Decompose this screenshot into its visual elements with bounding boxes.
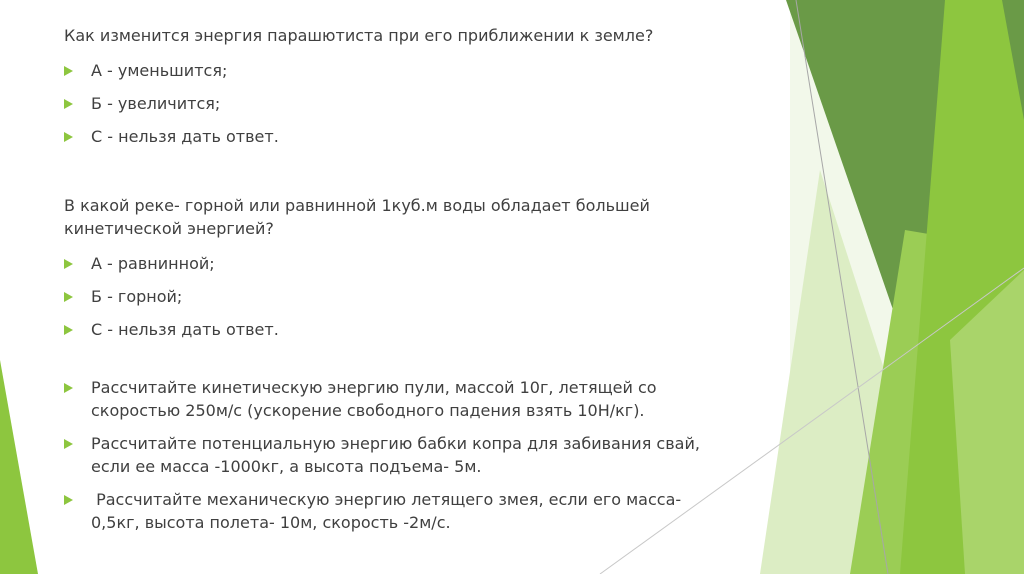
- bullet-icon: [64, 495, 73, 505]
- q1-option-b: Б - увеличится;: [91, 94, 221, 113]
- q1-option-a: А - уменьшится;: [91, 61, 228, 80]
- bullet-icon: [64, 132, 73, 142]
- question-2-line-1: В какой реке- горной или равнинной 1куб.м воды обладает большей: [64, 196, 650, 215]
- bullet-icon: [64, 439, 73, 449]
- question-1: Как изменится энергия парашютиста при его приближении к земле?: [64, 26, 654, 45]
- task-1-line-1: Рассчитайте кинетическую энергию пули, массой 10г, летящей со: [91, 378, 657, 397]
- task-3-line-1: Рассчитайте механическую энергию летящего змея, если его масса-: [91, 490, 682, 509]
- task-2-line-1: Рассчитайте потенциальную энергию бабки копра для забивания свай,: [91, 434, 700, 453]
- task-2-line-2: если ее масса -1000кг, а высота подъема- 5м.: [91, 457, 482, 476]
- q2-option-b: Б - горной;: [91, 287, 183, 306]
- bullet-icon: [64, 99, 73, 109]
- q1-option-c: С - нельзя дать ответ.: [91, 127, 279, 146]
- bullet-icon: [64, 259, 73, 269]
- task-3-line-2: 0,5кг, высота полета- 10м, скорость -2м/с.: [91, 513, 451, 532]
- question-2-line-2: кинетической энергией?: [64, 219, 274, 238]
- bullet-icon: [64, 383, 73, 393]
- bullet-icon: [64, 325, 73, 335]
- bullet-icon: [64, 292, 73, 302]
- q2-option-c: С - нельзя дать ответ.: [91, 320, 279, 339]
- bullet-icon: [64, 66, 73, 76]
- task-1-line-2: скоростью 250м/с (ускорение свободного падения взять 10Н/кг).: [91, 401, 645, 420]
- q2-option-a: А - равнинной;: [91, 254, 215, 273]
